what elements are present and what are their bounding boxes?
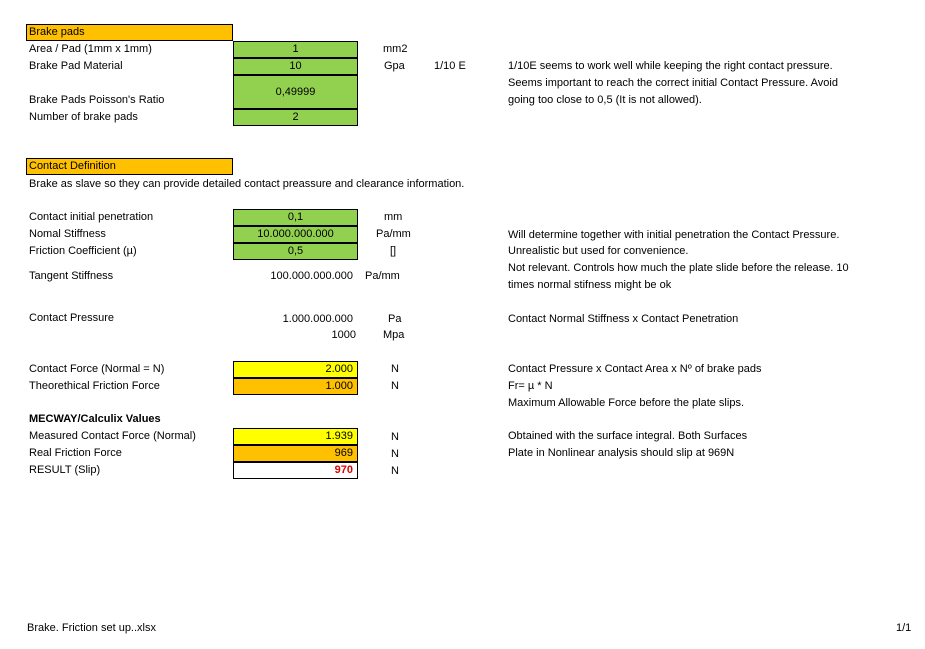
pad-count-value-cell[interactable]: 2 xyxy=(233,109,358,126)
tangent-stiffness-label: Tangent Stiffness xyxy=(29,270,114,282)
friction-coefficient-value-cell[interactable]: 0,5 xyxy=(233,243,358,260)
penetration-unit: mm xyxy=(384,211,403,223)
normal-stiffness-label: Nomal Stiffness xyxy=(29,228,106,240)
brake-pads-comment-3: going too close to 0,5 (It is not allowed). xyxy=(508,94,702,106)
tangent-stiffness-comment-2: times normal stifness might be ok xyxy=(508,279,672,291)
poisson-label: Brake Pads Poisson's Ratio xyxy=(29,94,165,106)
penetration-value-cell[interactable]: 0,1 xyxy=(233,209,358,226)
normal-stiffness-comment: Will determine together with initial penetration the Contact Pressure. xyxy=(508,229,840,241)
mecway-header: MECWAY/Calculix Values xyxy=(29,413,161,425)
friction-coefficient-unit: [] xyxy=(390,245,397,257)
poisson-value-cell[interactable]: 0,49999 xyxy=(233,75,358,109)
material-note: 1/10 E xyxy=(434,60,466,72)
contact-definition-header[interactable]: Contact Definition xyxy=(26,158,233,175)
real-friction-label: Real Friction Force xyxy=(29,447,122,459)
measured-force-value-cell[interactable]: 1.939 xyxy=(233,428,358,445)
friction-force-unit: N xyxy=(391,380,399,392)
footer-filename: Brake. Friction set up..xlsx xyxy=(27,622,156,634)
normal-stiffness-value-cell[interactable]: 10.000.000.000 xyxy=(233,226,358,243)
measured-force-label: Measured Contact Force (Normal) xyxy=(29,430,196,442)
pad-count-label: Number of brake pads xyxy=(29,111,138,123)
contact-pressure-label: Contact Pressure xyxy=(29,312,114,324)
contact-pressure-unit-mpa: Mpa xyxy=(383,329,405,341)
result-slip-unit: N xyxy=(391,465,399,477)
area-unit: mm2 xyxy=(383,43,408,55)
measured-force-unit: N xyxy=(391,431,399,443)
contact-force-unit: N xyxy=(391,363,399,375)
contact-force-value-cell[interactable]: 2.000 xyxy=(233,361,358,378)
measured-force-comment: Obtained with the surface integral. Both Surfaces xyxy=(508,430,748,442)
friction-coefficient-label: Friction Coefficient (µ) xyxy=(29,245,137,257)
footer-page-number: 1/1 xyxy=(896,622,912,634)
real-friction-value-cell[interactable]: 969 xyxy=(233,445,358,462)
brake-pads-comment-2: Seems important to reach the correct initial Contact Pressure. Avoid xyxy=(508,77,838,89)
friction-force-label: Theorethical Friction Force xyxy=(29,380,160,392)
material-value-cell[interactable]: 10 xyxy=(233,58,358,75)
contact-force-label: Contact Force (Normal = N) xyxy=(29,363,165,375)
penetration-label: Contact initial penetration xyxy=(29,211,154,223)
friction-force-comment-2: Maximum Allowable Force before the plate slips. xyxy=(508,397,744,409)
material-unit: Gpa xyxy=(384,60,405,72)
area-label: Area / Pad (1mm x 1mm) xyxy=(29,43,152,55)
contact-pressure-comment: Contact Normal Stiffness x Contact Penetration xyxy=(508,313,739,325)
normal-stiffness-unit: Pa/mm xyxy=(376,228,411,240)
brake-pads-header[interactable]: Brake pads xyxy=(26,24,233,41)
tangent-stiffness-comment-1: Not relevant. Controls how much the plate slide before the release. 10 xyxy=(508,262,849,274)
result-slip-label: RESULT (Slip) xyxy=(29,464,101,476)
contact-pressure-unit-pa: Pa xyxy=(388,313,402,325)
tangent-stiffness-value: 100.000.000.000 xyxy=(270,270,353,282)
real-friction-comment: Plate in Nonlinear analysis should slip at 969N xyxy=(508,447,735,459)
result-slip-value-cell[interactable]: 970 xyxy=(233,462,358,479)
contact-force-comment: Contact Pressure x Contact Area x Nº of brake pads xyxy=(508,363,762,375)
contact-pressure-value-pa: 1.000.000.000 xyxy=(282,313,353,325)
contact-description: Brake as slave so they can provide detailed contact preassure and clearance information. xyxy=(29,178,465,190)
tangent-stiffness-unit: Pa/mm xyxy=(365,270,400,282)
contact-pressure-value-mpa: 1000 xyxy=(331,329,356,341)
material-label: Brake Pad Material xyxy=(29,60,123,72)
brake-pads-comment-1: 1/10E seems to work well while keeping the right contact pressure. xyxy=(508,60,833,72)
area-value-cell[interactable]: 1 xyxy=(233,41,358,58)
friction-force-value-cell[interactable]: 1.000 xyxy=(233,378,358,395)
friction-force-comment-1: Fr= µ * N xyxy=(508,380,553,392)
real-friction-unit: N xyxy=(391,448,399,460)
friction-coefficient-comment: Unrealistic but used for convenience. xyxy=(508,245,689,257)
